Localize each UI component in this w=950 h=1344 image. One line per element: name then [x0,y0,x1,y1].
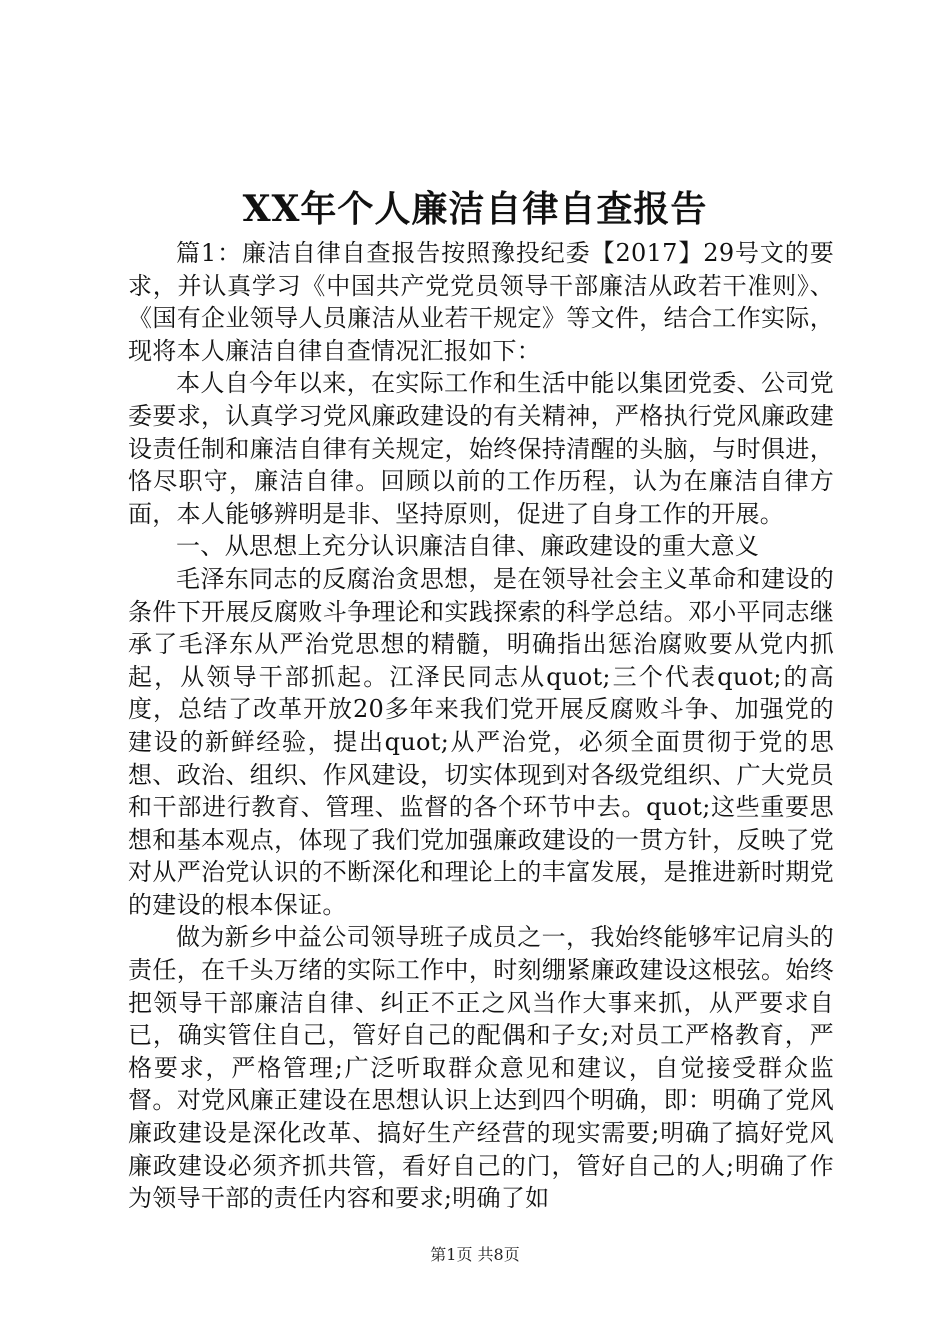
paragraph-history: 毛泽东同志的反腐治贪思想，是在领导社会主义革命和建设的条件下开展反腐败斗争理论和实践探索的科学总结。邓小平同志继承了毛泽东从严治党思想的精髓，明确指出惩治腐败要从党内抓起，从领导干部抓起。江泽民同志从quot;三个代表quot;的高度，总结了改革开放20多年来我们党开展反腐败斗争、加强党的建设的新鲜经验，提出quot;从严治党，必须全面贯彻于党的思想、政治、组织、作风建设，切实体现到对各级党组织、广大党员和干部进行教育、管理、监督的各个环节中去。quot;这些重要思想和基本观点，体现了我们党加强廉政建设的一贯方针，反映了党对从严治党认识的不断深化和理论上的丰富发展，是推进新时期党的建设的根本保证。 [128,564,834,919]
document-body [128,237,834,1215]
section-heading-1: 一、从思想上充分认识廉洁自律、廉政建设的重大意义 [176,532,760,561]
page-footer: 第1页 共8页 [430,1245,520,1264]
paragraph-self-review: 本人自今年以来，在实际工作和生活中能以集团党委、公司党委要求，认真学习党风廉政建设的有关精神，严格执行党风廉政建设责任制和廉洁自律有关规定，始终保持清醒的头脑，与时俱进，恪尽职守，廉洁自律。回顾以前的工作历程，认为在廉洁自律方面，本人能够辨明是非、坚持原则，促进了自身工作的开展。 [128,369,834,528]
paragraph-responsibility: 做为新乡中益公司领导班子成员之一，我始终能够牢记肩头的责任，在千头万绪的实际工作中，时刻绷紧廉政建设这根弦。始终把领导干部廉洁自律、纠正不正之风当作大事来抓，从严要求自已，确实管住自己，管好自己的配偶和子女;对员工严格教育，严格要求，严格管理;广泛听取群众意见和建议，自觉接受群众监督。对党风廉正建设在思想认识上达到四个明确，即：明确了党风廉政建设是深化改革、搞好生产经营的现实需要;明确了搞好党风廉政建设必须齐抓共管，看好自己的门，管好自己的人;明确了作为领导干部的责任内容和要求;明确了如 [128,923,834,1213]
document-title: XX年个人廉洁自律自查报告 [242,188,708,230]
paragraph-intro: 篇1：廉洁自律自查报告按照豫投纪委【2017】29号文的要求，并认真学习《中国共产党党员领导干部廉洁从政若干准则》、《国有企业领导人员廉洁从业若干规定》等文件，结合工作实际，现将本人廉洁自律自查情况汇报如下： [128,239,834,365]
